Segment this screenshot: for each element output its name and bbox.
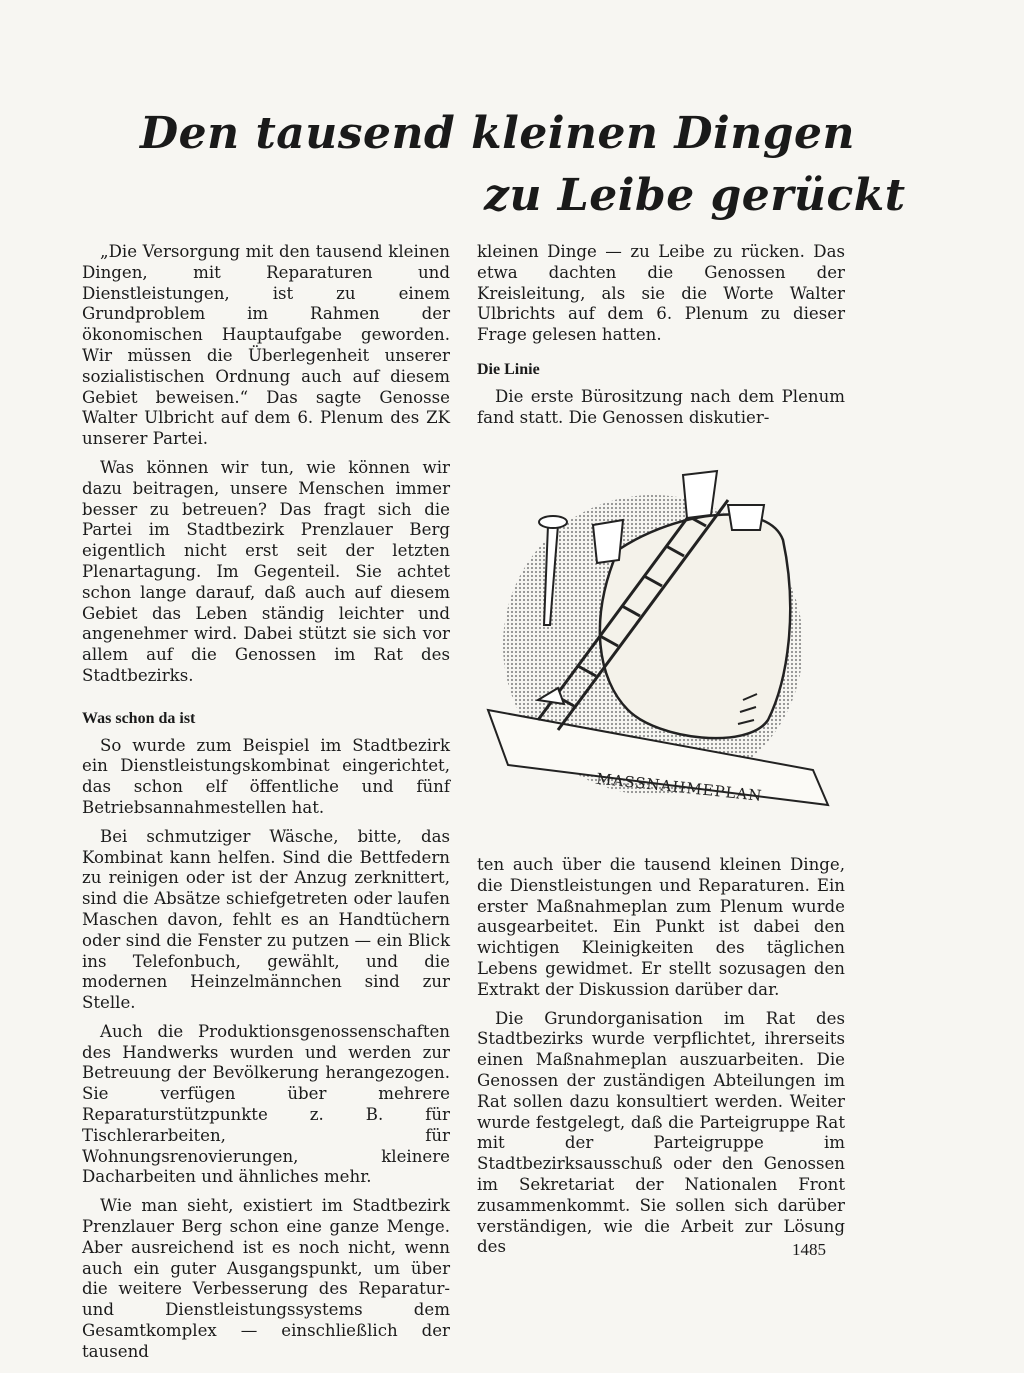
article-title-line-2: zu Leibe gerückt <box>484 170 906 221</box>
body-paragraph: Die erste Bürositzung nach dem Plenum fand statt. Die Genossen diskutier- <box>477 386 845 427</box>
section-heading-die-linie: Die Linie <box>477 360 540 378</box>
intro-paragraph: „Die Versorgung mit den tausend kleinen Dingen, mit Reparaturen und Dienstleistungen, ist zu einem Grundproblem im Rahmen der ökonomischen Hauptaufgabe geworden. Wir müssen die Überlegenheit unserer sozialistischen Ordnung auch auf diesem Gebiet beweisen.“ Das sagte Genosse Walter Ulbricht auf dem 6. Plenum des ZK unserer Partei. <box>82 242 450 449</box>
body-paragraph: Wie man sieht, existiert im Stadtbezirk Prenzlauer Berg schon eine ganze Menge. Aber ausreichend ist es noch nicht, wenn auch ein guter Ausgangspunkt, um über die weitere Verbesserung des Reparatur- und Dienstleistungssystems dem Gesamtkomplex — einschließlich der tausend <box>82 1196 450 1361</box>
body-paragraph: Auch die Produktionsgenossenschaften des Handwerks wurden und werden zur Betreuung der Bevölkerung herangezogen. Sie verfügen über mehrere Reparaturstützpunkte z. B. für Tischlerarbeiten, für Wohnungsrenovierungen, kleinere Dacharbeiten und ähnliches mehr. <box>82 1021 450 1187</box>
cartoon-illustration <box>478 430 838 820</box>
pipe-tool-rim <box>539 516 567 528</box>
body-paragraph: Was können wir tun, wie können wir dazu beitragen, unsere Menschen immer besser zu betreuen? Das fragt sich die Partei im Stadtbezirk Prenzlauer Berg eigentlich nicht erst seit der letzten Plenartagung. Im Gegenteil. Sie achtet schon lange darauf, daß auch auf diesem Gebiet das Leben ständig leichter und angenehmer wird. Dabei stützt sie sich vor allem auf die Genossen im Rat des Stadtbezirks. <box>82 457 450 685</box>
continuation-paragraph: kleinen Dinge — zu Leibe zu rücken. Das etwa dachten die Genossen der Kreisleitung, als sie die Worte Walter Ulbrichts auf dem 6. Plenum zu dieser Frage gelesen hatten. <box>477 242 845 345</box>
plan-document-label: MASSNAHMEPLAN <box>595 769 764 805</box>
page-number: 1485 <box>792 1240 826 1259</box>
right-column-bottom <box>477 855 845 1266</box>
sack <box>600 515 790 739</box>
body-paragraph: Bei schmutziger Wäsche, bitte, das Kombinat kann helfen. Sind die Bettfedern zu reinigen oder ist der Anzug zerknittert, sind die Absätze schiefgetreten oder laufen Maschen davon, fehlt es an Handtüchern oder sind die Fenster zu putzen — ein Blick ins Telefonbuch, gewählt, und die modernen Heinzelmännchen sind zur Stelle. <box>82 826 450 1013</box>
body-paragraph: Die Grundorganisation im Rat des Stadtbezirks wurde verpflichtet, ihrerseits einen Maßnahmeplan auszuarbeiten. Die Genossen der zuständigen Abteilungen im Rat sollen dazu konsultiert werden. Weiter wurde festgelegt, daß die Parteigruppe Rat mit der Parteigruppe im Stadtbezirksausschuß oder den Genossen im Sekretariat der Nationalen Front zusammenkommt. Sie sollen sich darüber verständigen, wie die Arbeit zur Lösung des <box>477 1008 845 1257</box>
section-heading-was-schon-da-ist: Was schon da ist <box>82 709 196 727</box>
bucket <box>683 471 717 518</box>
body-paragraph: So wurde zum Beispiel im Stadtbezirk ein Dienstleistungskombinat eingerichtet, das schon elf öffentliche und fünf Betriebsannahmestellen hat. <box>82 735 450 817</box>
continuation-paragraph: ten auch über die tausend kleinen Dinge, die Dienstleistungen und Reparaturen. Ein erster Maßnahmeplan zum Plenum wurde ausgearbeitet. Ein Punkt ist dabei den wichtigen Kleinigkeiten des täglichen Lebens gewidmet. Er stellt sozusagen den Extrakt der Diskussion darüber dar. <box>477 855 845 999</box>
bucket <box>593 520 623 563</box>
left-column <box>82 242 450 1371</box>
article-title-line-1: Den tausend kleinen Dingen <box>140 108 855 159</box>
right-column-top <box>477 242 845 436</box>
bucket <box>728 505 764 530</box>
